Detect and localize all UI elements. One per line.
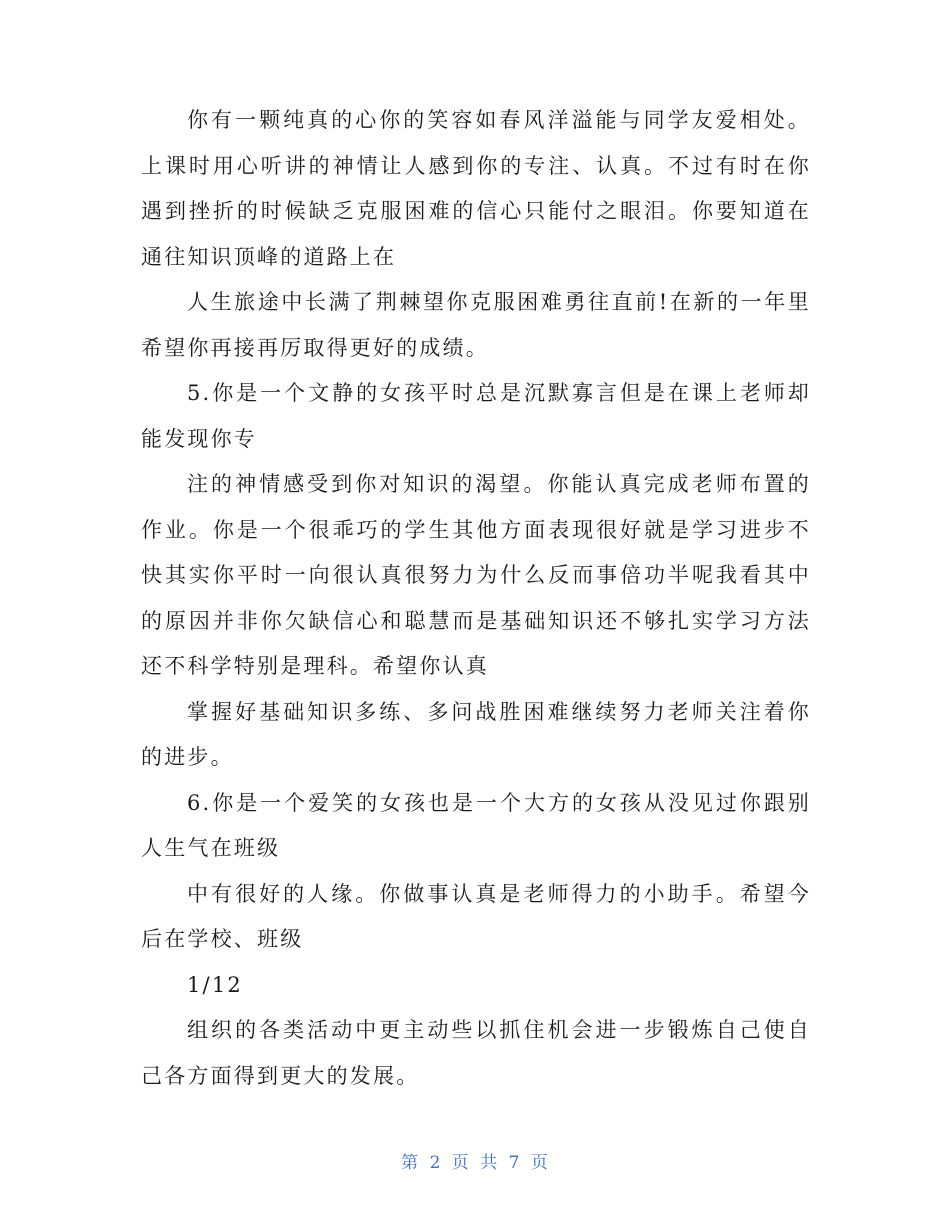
paragraph: 人生旅途中长满了荆棘望你克服困难勇往直前!在新的一年里希望你再接再厉取得更好的成绩。 — [141, 290, 811, 360]
paragraph: 组织的各类活动中更主动些以抓住机会进一步锻炼自己使自己各方面得到更大的发展。 — [141, 1018, 811, 1088]
paragraph: 你有一颗纯真的心你的笑容如春风洋溢能与同学友爱相处。上课时用心听讲的神情让人感到你的专注、认真。不过有时在你遇到挫折的时候缺乏克服困难的信心只能付之眼泪。你要知道在通往知识顶峰的道路上在 — [141, 108, 811, 269]
inline-page-marker: 1/12 — [187, 972, 243, 997]
paragraph: 注的神情感受到你对知识的渴望。你能认真完成老师布置的作业。你是一个很乖巧的学生其他方面表现很好就是学习进步不快其实你平时一向很认真很努力为什么反而事倍功半呢我看其中的原因并非你欠缺信心和聪慧而是基础知识还不够扎实学习方法还不科学特别是理科。希望你认真 — [141, 472, 811, 678]
paragraph: 掌握好基础知识多练、多问战胜困难继续努力老师关注着你的进步。 — [141, 699, 811, 769]
document-body — [141, 98, 811, 1099]
paragraph: 5.你是一个文静的女孩平时总是沉默寡言但是在课上老师却能发现你专 — [141, 381, 811, 451]
paragraph: 中有很好的人缘。你做事认真是老师得力的小助手。希望今后在学校、班级 — [141, 881, 811, 951]
page-footer: 第 2 页 共 7 页 — [401, 1153, 549, 1173]
paragraph: 6.你是一个爱笑的女孩也是一个大方的女孩从没见过你跟别人生气在班级 — [141, 790, 811, 860]
